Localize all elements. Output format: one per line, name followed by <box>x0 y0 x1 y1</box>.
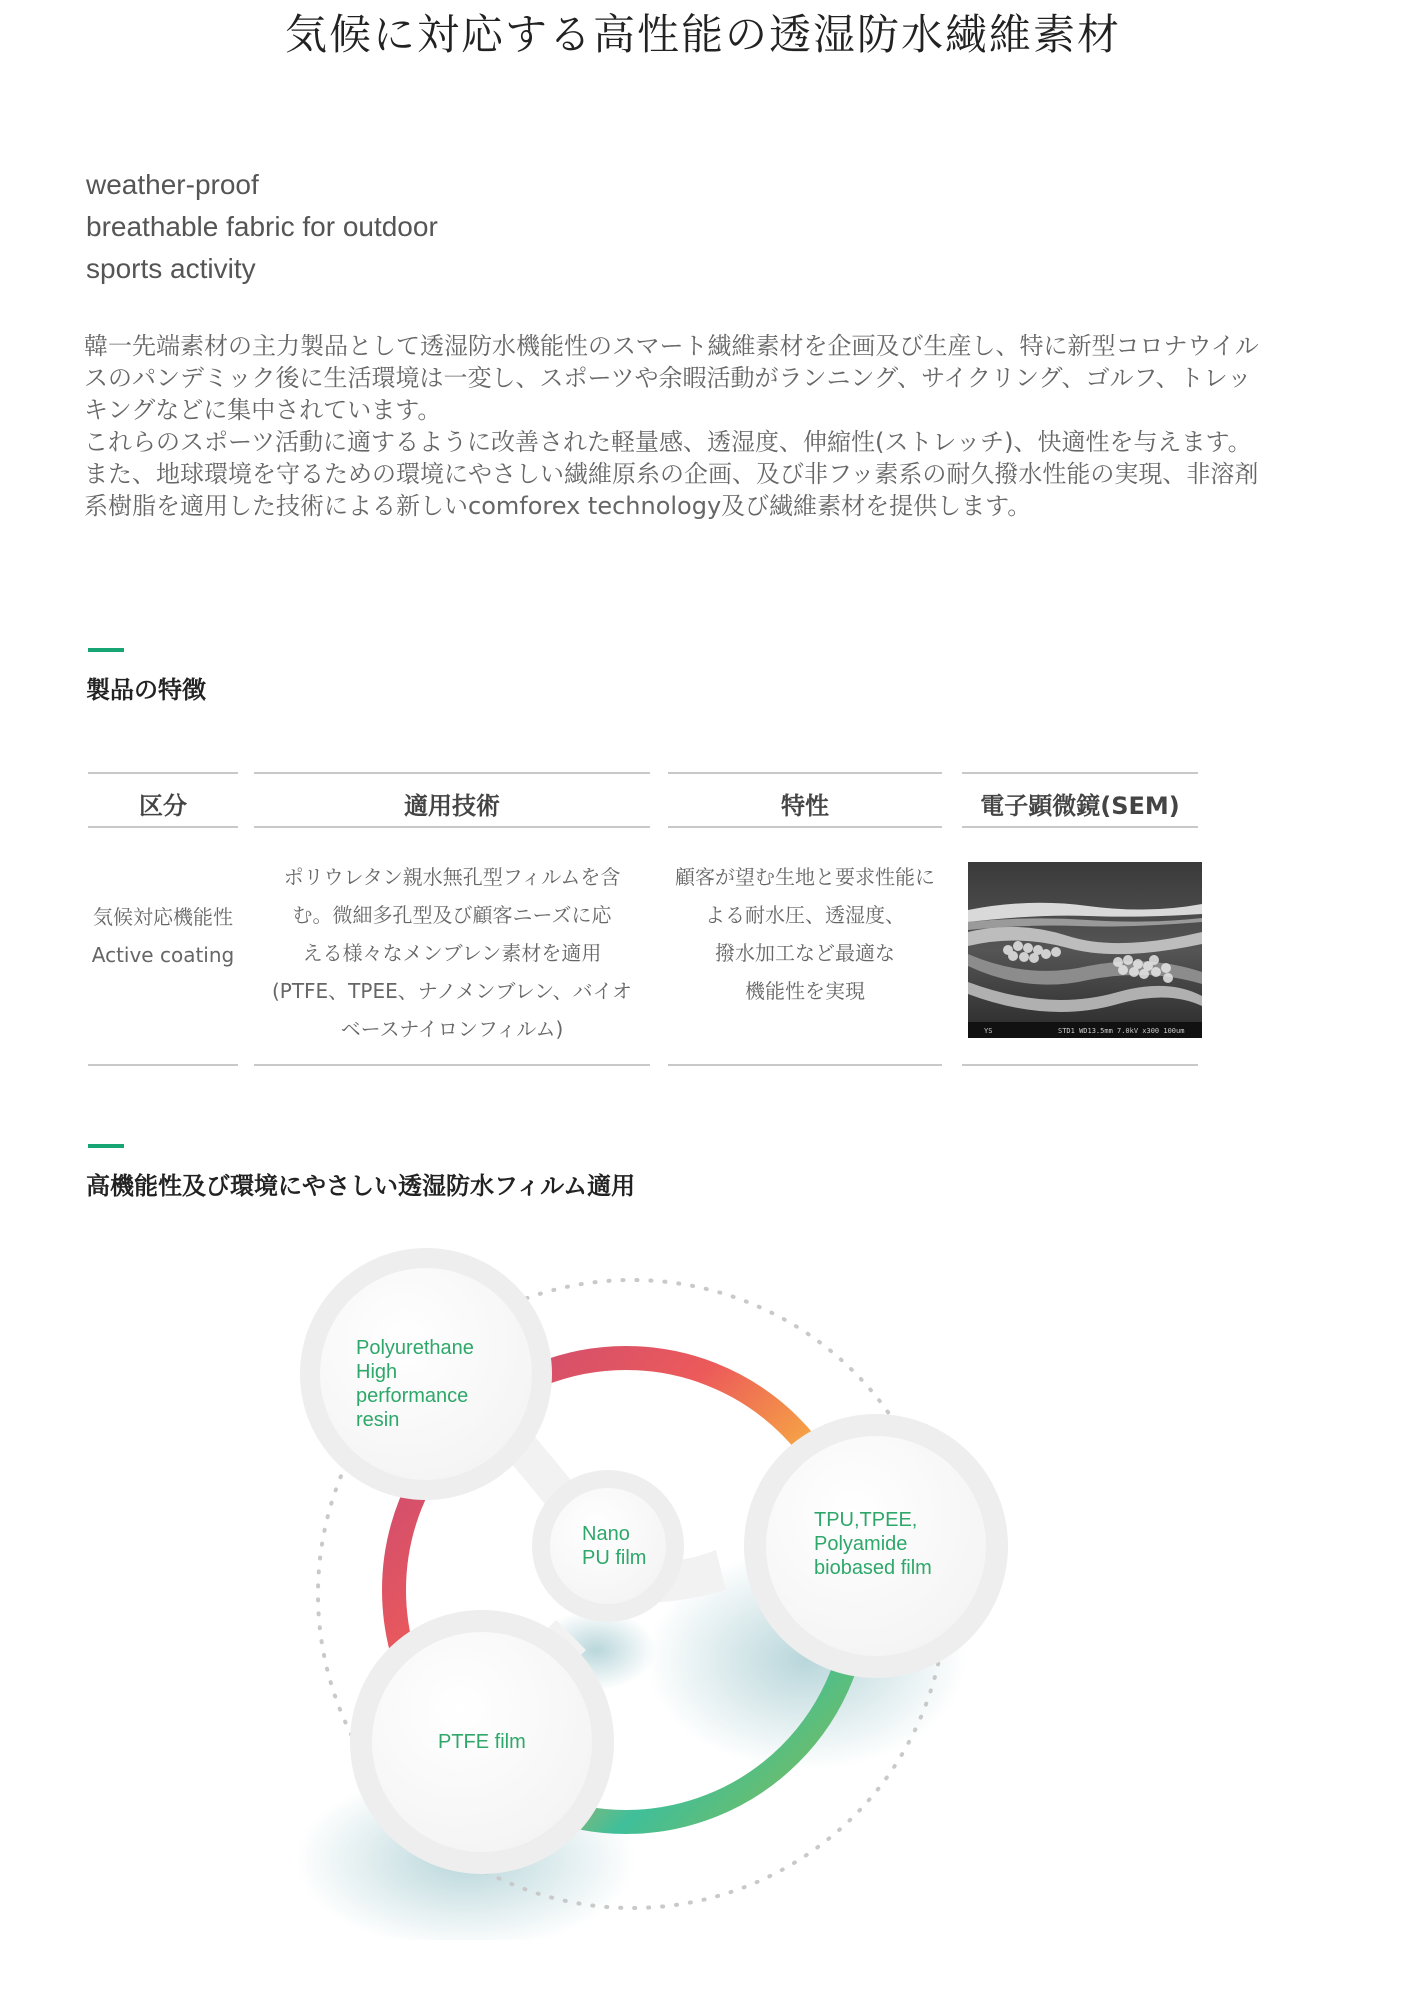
cell-line: 撥水加工など最適な <box>715 941 895 965</box>
description-line: これらのスポーツ活動に適するように改善された軽量感、透湿度、伸縮性(ストレッチ)、快適性を与えます。 <box>84 428 1252 456</box>
films-section-title: 高機能性及び環境にやさしい透湿防水フィルム適用 <box>86 1172 636 1200</box>
cell-line: ベースナイロンフィルム) <box>340 1017 564 1041</box>
table-header-technology: 適用技術 <box>404 792 500 820</box>
table-header-line <box>254 826 650 828</box>
page-title: 気候に対応する高性能の透湿防水繊維素材 <box>284 10 1121 59</box>
cell-line: む。微細多孔型及び顧客ニーズに応 <box>292 903 612 927</box>
subtitle-line: sports activity <box>86 253 256 284</box>
node-label-line: TPU,TPEE, <box>814 1509 918 1531</box>
table-header-category: 区分 <box>139 792 187 820</box>
cell-line: える様々なメンブレン素材を適用 <box>302 941 602 965</box>
table-bottom-line <box>254 1064 650 1066</box>
description-line: キングなどに集中されています。 <box>84 396 442 424</box>
node-label-line: resin <box>356 1409 400 1431</box>
table-top-line <box>254 772 650 774</box>
table-bottom-line <box>962 1064 1198 1066</box>
sem-caption-right: STD1 WD13.5mm 7.0kV x300 100um <box>1058 1027 1185 1035</box>
description-line: また、地球環境を守るための環境にやさしい繊維原糸の企画、及び非フッ素系の耐久撥水性能の実現、非溶剤 <box>84 460 1259 488</box>
film-diagram <box>296 1240 1056 1940</box>
sem-caption-left: YS <box>984 1027 993 1035</box>
node-ptfe-label <box>438 1730 526 1754</box>
sem-micrograph-image <box>968 862 1202 1038</box>
node-pu-label <box>356 1336 474 1432</box>
cell-line: (PTFE、TPEE、ナノメンブレン、バイオ <box>271 979 633 1003</box>
section-accent-bar <box>88 1144 124 1148</box>
cell-line: ポリウレタン親水無孔型フィルムを含 <box>283 865 621 889</box>
sem-micrograph-svg <box>968 862 1202 1038</box>
cell-line: よる耐水圧、透湿度、 <box>705 903 905 927</box>
node-label-line: High <box>356 1361 398 1383</box>
section-accent-bar <box>88 648 124 652</box>
table-header-line <box>88 826 238 828</box>
node-label-line: PTFE film <box>438 1731 526 1753</box>
table-cell-characteristics <box>668 858 942 1010</box>
description-line: スのパンデミック後に生活環境は一変し、スポーツや余暇活動がランニング、サイクリング、ゴルフ、トレッ <box>84 364 1252 392</box>
node-tpu-label <box>814 1508 932 1580</box>
table-top-line <box>962 772 1198 774</box>
table-header-line <box>962 826 1198 828</box>
table-bottom-line <box>668 1064 942 1066</box>
node-label-line: PU film <box>582 1547 647 1569</box>
english-subtitle <box>86 164 438 290</box>
cell-line: 顧客が望む生地と要求性能に <box>675 865 935 889</box>
node-label-line: Polyurethane <box>356 1337 474 1359</box>
description-line: 韓一先端素材の主力製品として透湿防水機能性のスマート繊維素材を企画及び生産し、特に新型コロナウイル <box>84 332 1259 360</box>
features-section-title: 製品の特徴 <box>86 676 206 704</box>
table-header-sem: 電子顕微鏡(SEM) <box>980 792 1180 820</box>
node-label-line: Nano <box>582 1523 630 1545</box>
description-line: 系樹脂を適用した技術による新しいcomforex technology及び繊維素材を提供します。 <box>84 492 1032 520</box>
table-header-characteristics: 特性 <box>781 792 829 820</box>
table-top-line <box>668 772 942 774</box>
subtitle-line: weather-proof <box>86 169 259 200</box>
table-cell-category <box>88 898 238 974</box>
node-nano-label <box>582 1522 646 1570</box>
cell-line: 機能性を実現 <box>745 979 865 1003</box>
table-header-line <box>668 826 942 828</box>
cell-line: Active coating <box>91 943 235 967</box>
subtitle-line: breathable fabric for outdoor <box>86 211 438 242</box>
node-label-line: performance <box>356 1385 469 1407</box>
node-label-line: Polyamide <box>814 1533 908 1555</box>
cell-line: 気候対応機能性 <box>93 905 233 929</box>
description-paragraph <box>84 330 1404 522</box>
table-bottom-line <box>88 1064 238 1066</box>
table-top-line <box>88 772 238 774</box>
node-label-line: biobased film <box>814 1557 932 1579</box>
table-cell-technology <box>254 858 650 1048</box>
